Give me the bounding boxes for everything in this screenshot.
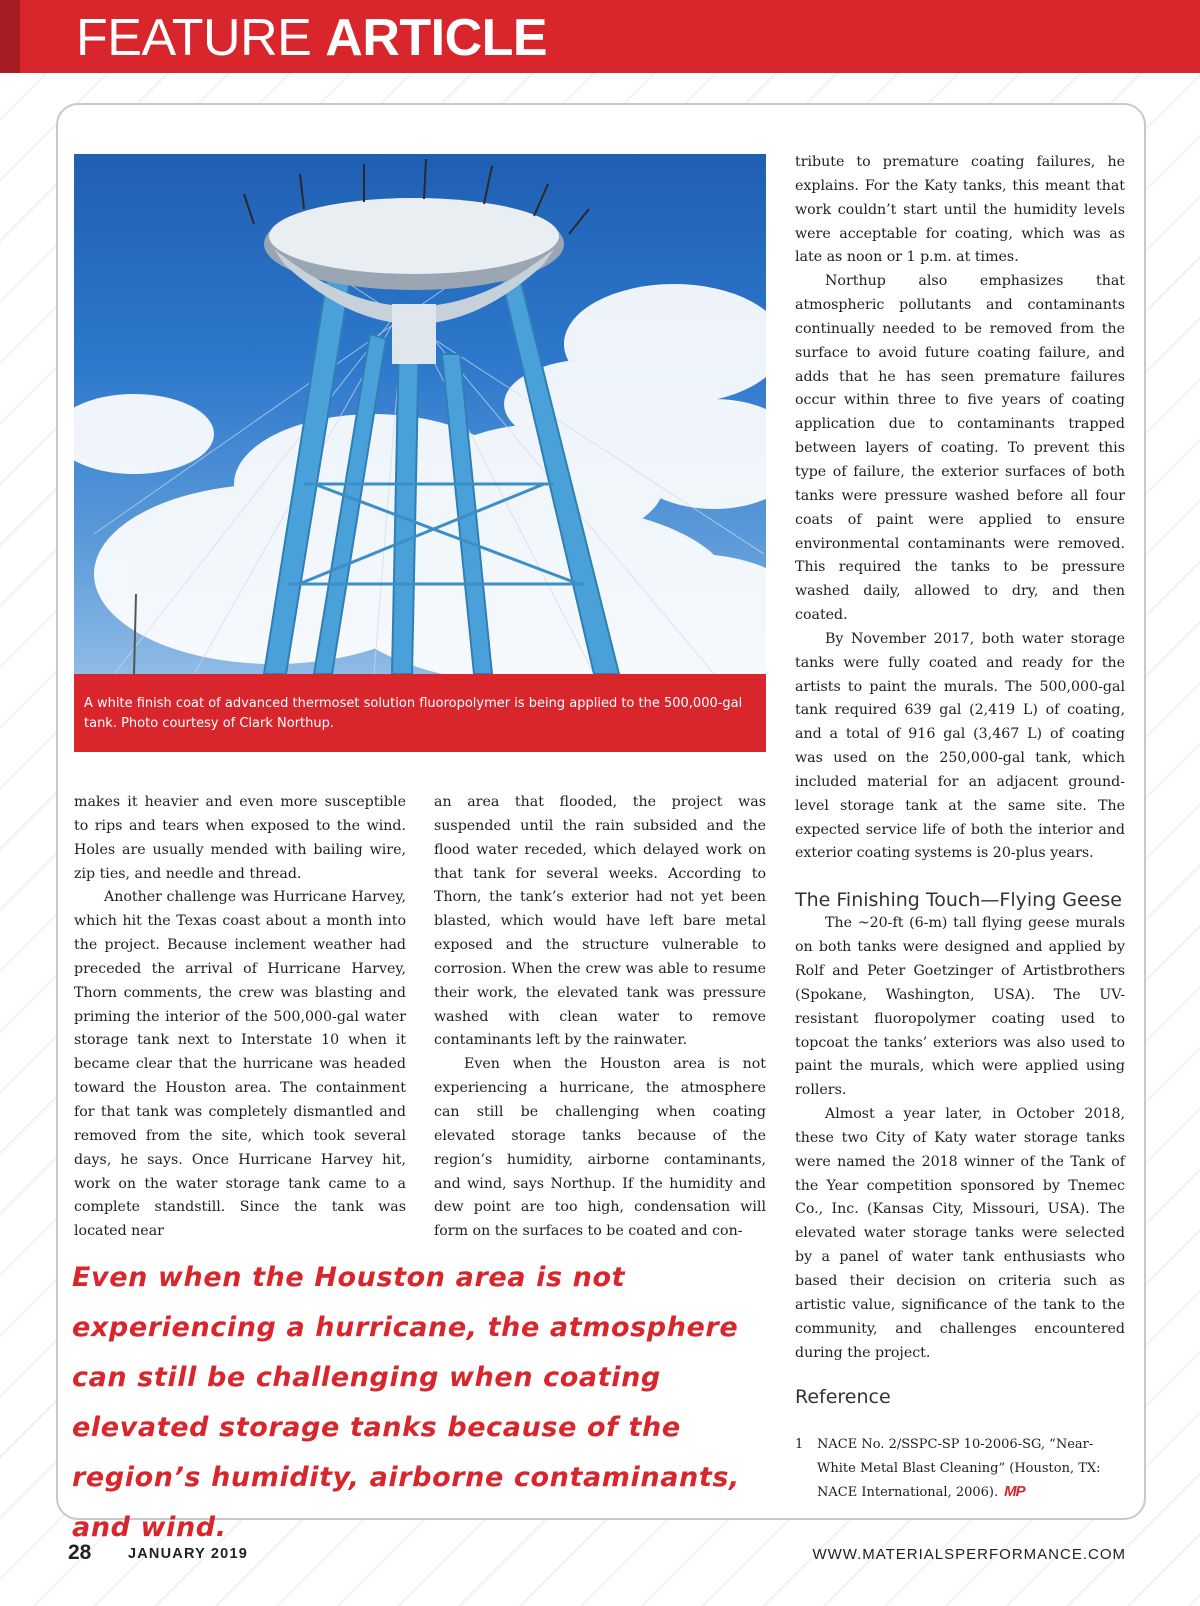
reference-list <box>795 1433 1115 1505</box>
reference-text: NACE No. 2/SSPC-SP 10-2006-SG, “Near-White Metal Blast Cleaning” (Houston, TX: NACE International, 2006). <box>817 1437 1101 1500</box>
section-title <box>76 10 547 66</box>
page-number: 28 <box>68 1541 92 1564</box>
issue-date: JANUARY 2019 <box>128 1546 248 1562</box>
reference-heading: Reference <box>795 1386 891 1409</box>
paragraph: an area that flooded, the project was suspended until the rain subsided and the flood water receded, which delayed work on that tank for several weeks. According to Thorn, the tank’s exterior had not yet been blasted, which would have left bare metal exposed and the structure vulnerable to corrosion. When the crew was able to resume their work, the elevated tank was pressure washed with clean water to remove contaminants left by the rainwater. <box>434 794 766 1049</box>
paragraph: Another challenge was Hurricane Harvey, which hit the Texas coast about a month into the project. Because inclement weather had preceded the arrival of Hurricane Harvey, Thorn comments, the crew was blasting and priming the interior of the 500,000-gal water storage tank next to Interstate 10 when it became clear that the hurricane was headed toward the Houston area. The containment for that tank was completely dismantled and removed from the site, which took several days, he says. Once Hurricane Harvey hit, work on the water storage tank came to a complete standstill. Since the tank was located near <box>74 889 406 1240</box>
section-title-bold: ARTICLE <box>325 9 548 67</box>
photo-caption: A white finish coat of advanced thermoset solution fluoropolymer is being applied to the 500,000-gal tank. Photo courtesy of Clark Northup. <box>74 674 766 752</box>
body-column-1 <box>74 791 406 1244</box>
water-tower-photo <box>74 154 766 674</box>
header-edge-accent <box>0 0 20 73</box>
body-column-3 <box>795 151 1125 1409</box>
paragraph: By November 2017, both water storage tanks were fully coated and ready for the artists to paint the murals. The 500,000-gal tank required 639 gal (2,419 L) of coating, and a total of 916 gal (3,467 L) of coating was used on the 250,000-gal tank, which included material for an adjacent ground-level storage tank at the same site. The expected service life of both the interior and exterior coating systems is 20-plus years. <box>795 630 1125 862</box>
water-tower-illustration <box>74 154 766 674</box>
paragraph: tribute to premature coating failures, he explains. For the Katy tanks, this meant that work couldn’t start until the humidity levels were acceptable for coating, which was as late as noon or 1 p.m. at times. <box>795 154 1125 266</box>
mp-end-mark-icon: MP <box>1004 1483 1025 1500</box>
reference-number: 1 <box>795 1437 804 1452</box>
body-column-2 <box>434 791 766 1244</box>
section-title-light: FEATURE <box>76 9 312 67</box>
paragraph: makes it heavier and even more susceptible to rips and tears when exposed to the wind. Holes are usually mended with bailing wire, zip ties, and needle and thread. <box>74 794 406 882</box>
header-bar <box>0 0 1200 73</box>
paragraph: Northup also emphasizes that atmospheric pollutants and contaminants continually needed to be removed from the surface to avoid future coating failure, and adds that he has seen premature failures occur within three to five years of coating application due to contaminants trapped between layers of coating. To prevent this type of failure, the exterior surfaces of both tanks were pressure washed before all four coats of paint were applied to ensure environmental contaminants were removed. This required the tanks to be pressure washed daily, allowed to dry, and then coated. <box>795 273 1125 624</box>
paragraph: The ~20-ft (6-m) tall flying geese murals on both tanks were designed and applied by Rolf and Peter Goetzinger of Artistbrothers (Spokane, Washington, USA). The UV-resistant fluoropolymer coating used to topcoat the tanks’ exteriors was also used to paint the murals, which were applied using rollers. <box>795 915 1125 1099</box>
reference-entry <box>817 1433 1115 1505</box>
paragraph: Almost a year later, in October 2018, these two City of Katy water storage tanks were named the 2018 winner of the Tank of the Year competition sponsored by Tnemec Co., Inc. (Kansas City, Missouri, USA). The elevated water storage tanks were selected by a panel of water tank enthusiasts who based their decision on criteria such as artistic value, significance of the tank to the community, and challenges encountered during the project. <box>795 1106 1125 1361</box>
paragraph: Even when the Houston area is not experiencing a hurricane, the atmosphere can still be challenging when coating elevated storage tanks because of the region’s humidity, airborne contaminants, and wind, says Northup. If the humidity and dew point are too high, condensation will form on the surfaces to be coated and con- <box>434 1056 766 1240</box>
pull-quote: Even when the Houston area is not experiencing a hurricane, the atmosphere can still be challenging when coating elevated storage tanks because of the region’s humidity, airborne contaminants, and wind. <box>72 1262 740 1543</box>
website-url: WWW.MATERIALSPERFORMANCE.COM <box>812 1546 1126 1563</box>
section-subhead: The Finishing Touch—Flying Geese <box>795 889 1122 912</box>
